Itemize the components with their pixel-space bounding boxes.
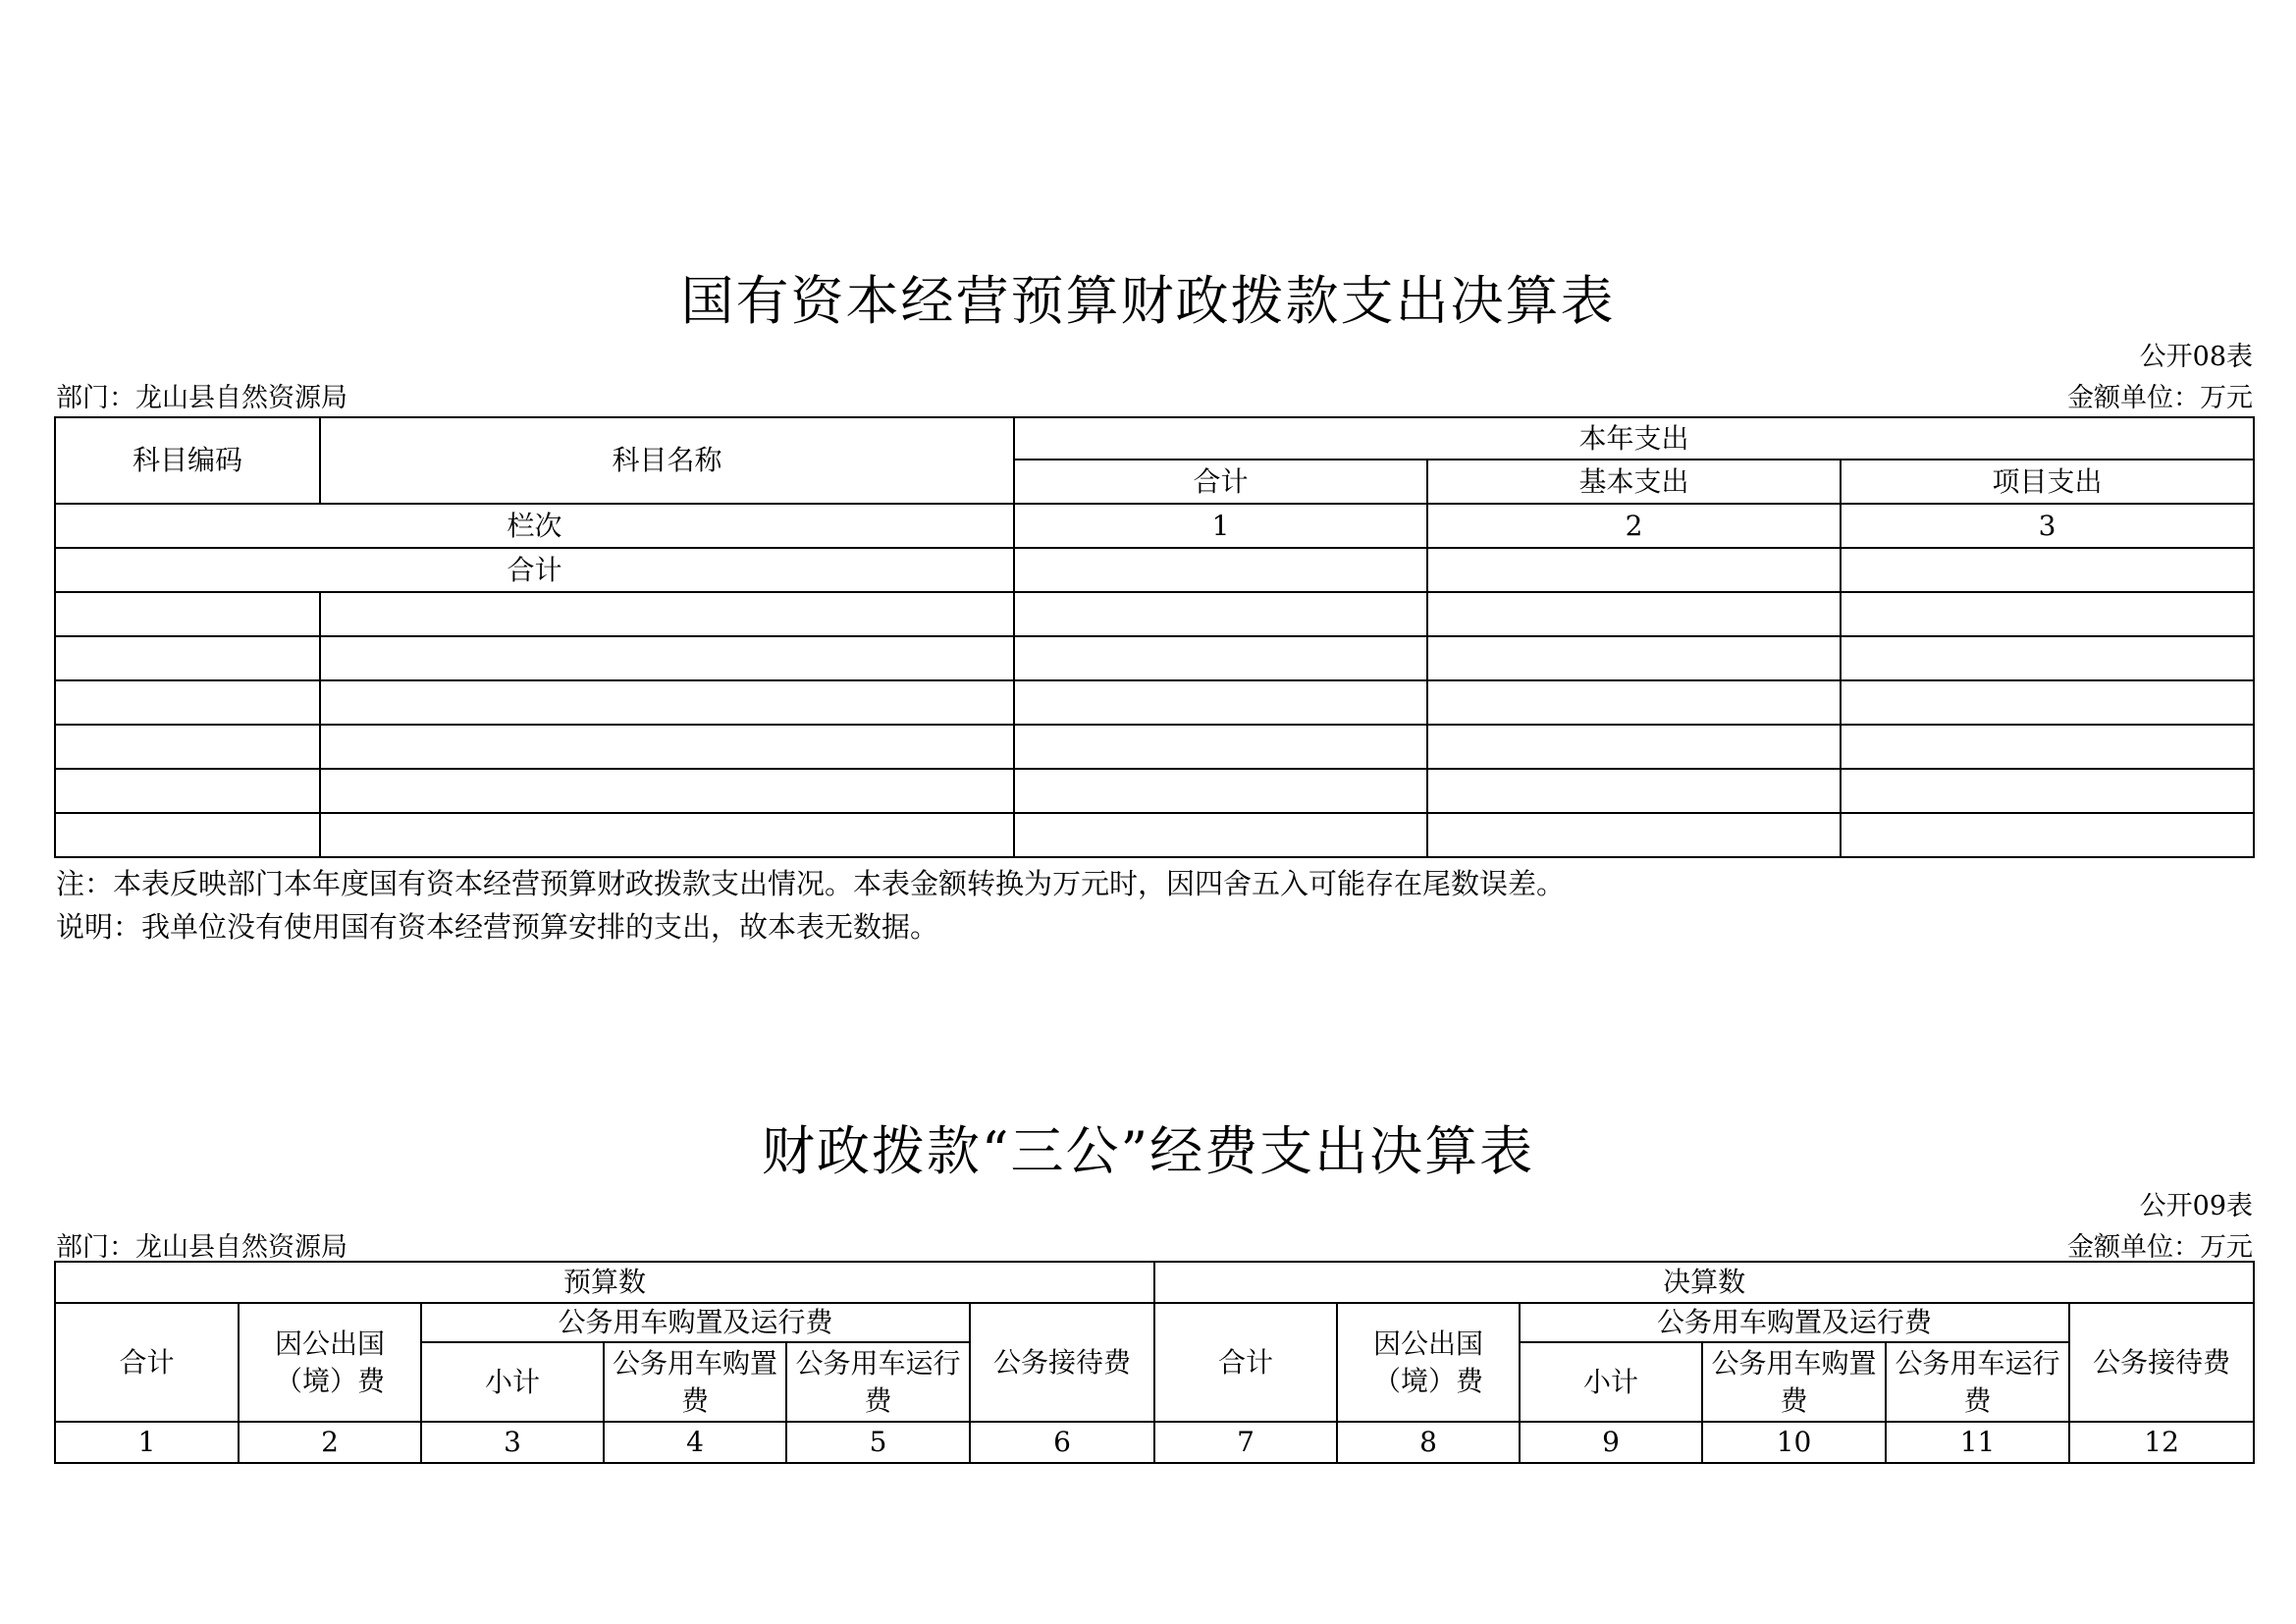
column-row-c3: 3 xyxy=(1841,504,2254,548)
final-operate-header: 公务用车运行 费 xyxy=(1886,1342,2069,1422)
column-row-label: 栏次 xyxy=(55,504,1014,548)
column-number: 6 xyxy=(970,1422,1154,1463)
total-row-cell xyxy=(1427,548,1841,592)
table-row xyxy=(55,769,2254,813)
column-number: 1 xyxy=(55,1422,239,1463)
table1-note: 注：本表反映部门本年度国有资本经营预算财政拨款支出情况。本表金额转换为万元时，因四舍五入可能存在尾数误差。 xyxy=(56,867,1566,900)
budget-purchase-header: 公务用车购置 费 xyxy=(604,1342,786,1422)
final-subtotal-header: 小计 xyxy=(1520,1342,1702,1422)
table1-title: 国有资本经营预算财政拨款支出决算表 xyxy=(680,270,1616,332)
header-current-year: 本年支出 xyxy=(1014,417,2254,460)
final-vehicle-header: 公务用车购置及运行费 xyxy=(1520,1303,2069,1342)
column-number: 5 xyxy=(786,1422,970,1463)
budget-reception-header: 公务接待费 xyxy=(970,1303,1154,1422)
table1-unit: 金额单位：万元 xyxy=(2067,383,2253,413)
table-row xyxy=(55,636,2254,680)
table2 xyxy=(54,1261,2255,1464)
budget-header: 预算数 xyxy=(55,1262,1154,1303)
table-row xyxy=(55,592,2254,636)
header-code: 科目编码 xyxy=(55,417,320,504)
budget-total-header: 合计 xyxy=(55,1303,239,1422)
header-name: 科目名称 xyxy=(320,417,1014,504)
table1-form-no: 公开08表 xyxy=(2139,342,2253,372)
table-row xyxy=(55,725,2254,769)
table2-form-no: 公开09表 xyxy=(2139,1191,2253,1221)
budget-operate-header: 公务用车运行 费 xyxy=(786,1342,970,1422)
column-number: 9 xyxy=(1520,1422,1702,1463)
column-row-c2: 2 xyxy=(1427,504,1841,548)
table2-title: 财政拨款“三公”经费支出决算表 xyxy=(761,1120,1535,1182)
column-number: 10 xyxy=(1702,1422,1886,1463)
table2-dept: 部门：龙山县自然资源局 xyxy=(56,1232,347,1263)
column-number: 7 xyxy=(1154,1422,1337,1463)
final-header: 决算数 xyxy=(1154,1262,2254,1303)
final-abroad-header: 因公出国 （境）费 xyxy=(1337,1303,1520,1422)
total-row-label: 合计 xyxy=(55,548,1014,592)
column-number: 4 xyxy=(604,1422,786,1463)
column-number-row xyxy=(55,1422,2254,1463)
header-total: 合计 xyxy=(1014,460,1427,504)
column-row-c1: 1 xyxy=(1014,504,1427,548)
final-total-header: 合计 xyxy=(1154,1303,1337,1422)
budget-vehicle-header: 公务用车购置及运行费 xyxy=(421,1303,970,1342)
table-row xyxy=(55,813,2254,857)
column-number: 3 xyxy=(421,1422,604,1463)
total-row-cell xyxy=(1014,548,1427,592)
table1-explanation: 说明：我单位没有使用国有资本经营预算安排的支出，故本表无数据。 xyxy=(56,910,939,944)
table1 xyxy=(54,416,2255,858)
budget-subtotal-header: 小计 xyxy=(421,1342,604,1422)
total-row-cell xyxy=(1841,548,2254,592)
header-basic: 基本支出 xyxy=(1427,460,1841,504)
table1-dept: 部门：龙山县自然资源局 xyxy=(56,383,347,413)
table-row xyxy=(55,680,2254,725)
final-reception-header: 公务接待费 xyxy=(2069,1303,2254,1422)
column-number: 2 xyxy=(239,1422,421,1463)
final-purchase-header: 公务用车购置 费 xyxy=(1702,1342,1886,1422)
table2-unit: 金额单位：万元 xyxy=(2067,1232,2253,1263)
budget-abroad-header: 因公出国 （境）费 xyxy=(239,1303,421,1422)
header-project: 项目支出 xyxy=(1841,460,2254,504)
column-number: 8 xyxy=(1337,1422,1520,1463)
column-number: 11 xyxy=(1886,1422,2069,1463)
column-number: 12 xyxy=(2069,1422,2254,1463)
